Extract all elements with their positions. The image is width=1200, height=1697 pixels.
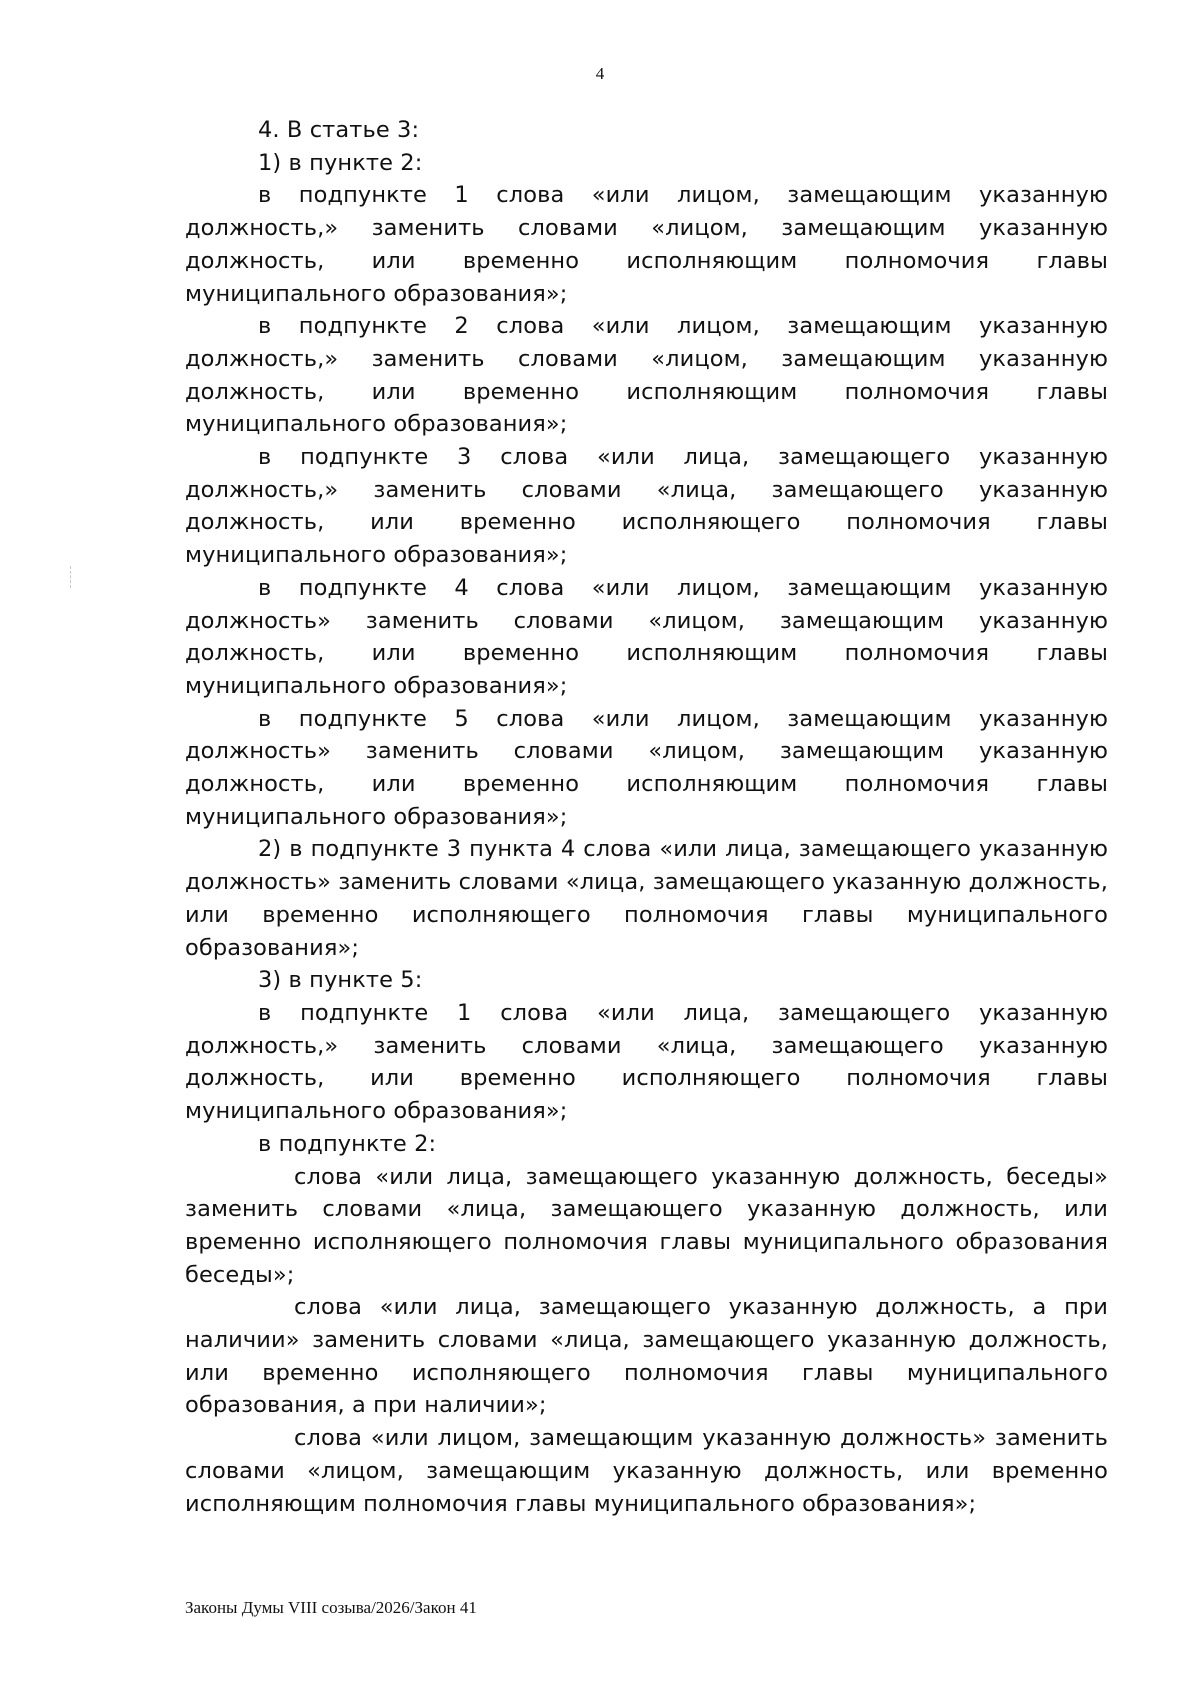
paragraph-subitem-2: в подпункте 2 слова «или лицом, замещающим указанную должность,» заменить словами «лицом, замещающим указанную должность, или временно исполняющим полномочия главы муниципального образования»; bbox=[185, 313, 1108, 438]
paragraph-item-2: 2) в подпункте 3 пункта 4 слова «или лица, замещающего указанную должность» заменить словами «лица, замещающего указанную должность, или временно исполняющего полномочия главы муниципального образования»; bbox=[185, 836, 1108, 961]
paragraph-item-3-subitem-2-heading: в подпункте 2: bbox=[258, 1130, 437, 1157]
paragraph-words-beseda: слова «или лица, замещающего указанную должность, беседы» заменить словами «лица, замещающего указанную должность, или временно исполняющего полномочия главы муниципального образования беседы»; bbox=[185, 1163, 1108, 1288]
paragraph-subitem-5: в подпункте 5 слова «или лицом, замещающим указанную должность» заменить словами «лицом, замещающим указанную должность, или временно исполняющим полномочия главы муниципального образования»; bbox=[185, 705, 1108, 830]
paragraph-article-heading: 4. В статье 3: bbox=[258, 117, 420, 143]
paragraph-subitem-3: в подпункте 3 слова «или лица, замещающего указанную должность,» заменить словами «лица, замещающего указанную должность, или временно исполняющего полномочия главы муниципального образования»; bbox=[185, 444, 1108, 569]
paragraph-item-1-heading: 1) в пункте 2: bbox=[258, 149, 423, 176]
paragraph-subitem-4: в подпункте 4 слова «или лицом, замещающим указанную должность» заменить словами «лицом, замещающим указанную должность, или временно исполняющим полномочия главы муниципального образования»; bbox=[185, 574, 1108, 699]
paragraph-words-litsom: слова «или лицом, замещающим указанную должность» заменить словами «лицом, замещающим указанную должность, или временно исполняющим полномочия главы муниципального образования»; bbox=[185, 1425, 1108, 1517]
paragraph-item-3-subitem-1: в подпункте 1 слова «или лица, замещающего указанную должность,» заменить словами «лица, замещающего указанную должность, или временно исполняющего полномочия главы муниципального образования»; bbox=[185, 999, 1108, 1125]
page-number: 4 bbox=[595, 64, 605, 83]
paragraph-subitem-1: в подпункте 1 слова «или лицом, замещающим указанную должность,» заменить словами «лицом, замещающим указанную должность, или временно исполняющим полномочия главы муниципального образования»; bbox=[185, 182, 1108, 307]
document-footer: Законы Думы VIII созыва/2026/Закон 41 bbox=[185, 1598, 477, 1617]
paragraph-item-3-heading: 3) в пункте 5: bbox=[258, 967, 423, 994]
paragraph-words-pri-nalichii: слова «или лица, замещающего указанную должность, а при наличии» заменить словами «лица, замещающего указанную должность, или временно исполняющего полномочия главы муниципального образования, а при наличии»; bbox=[185, 1294, 1108, 1419]
document-body bbox=[185, 114, 1108, 1520]
scan-artifact bbox=[70, 566, 72, 588]
